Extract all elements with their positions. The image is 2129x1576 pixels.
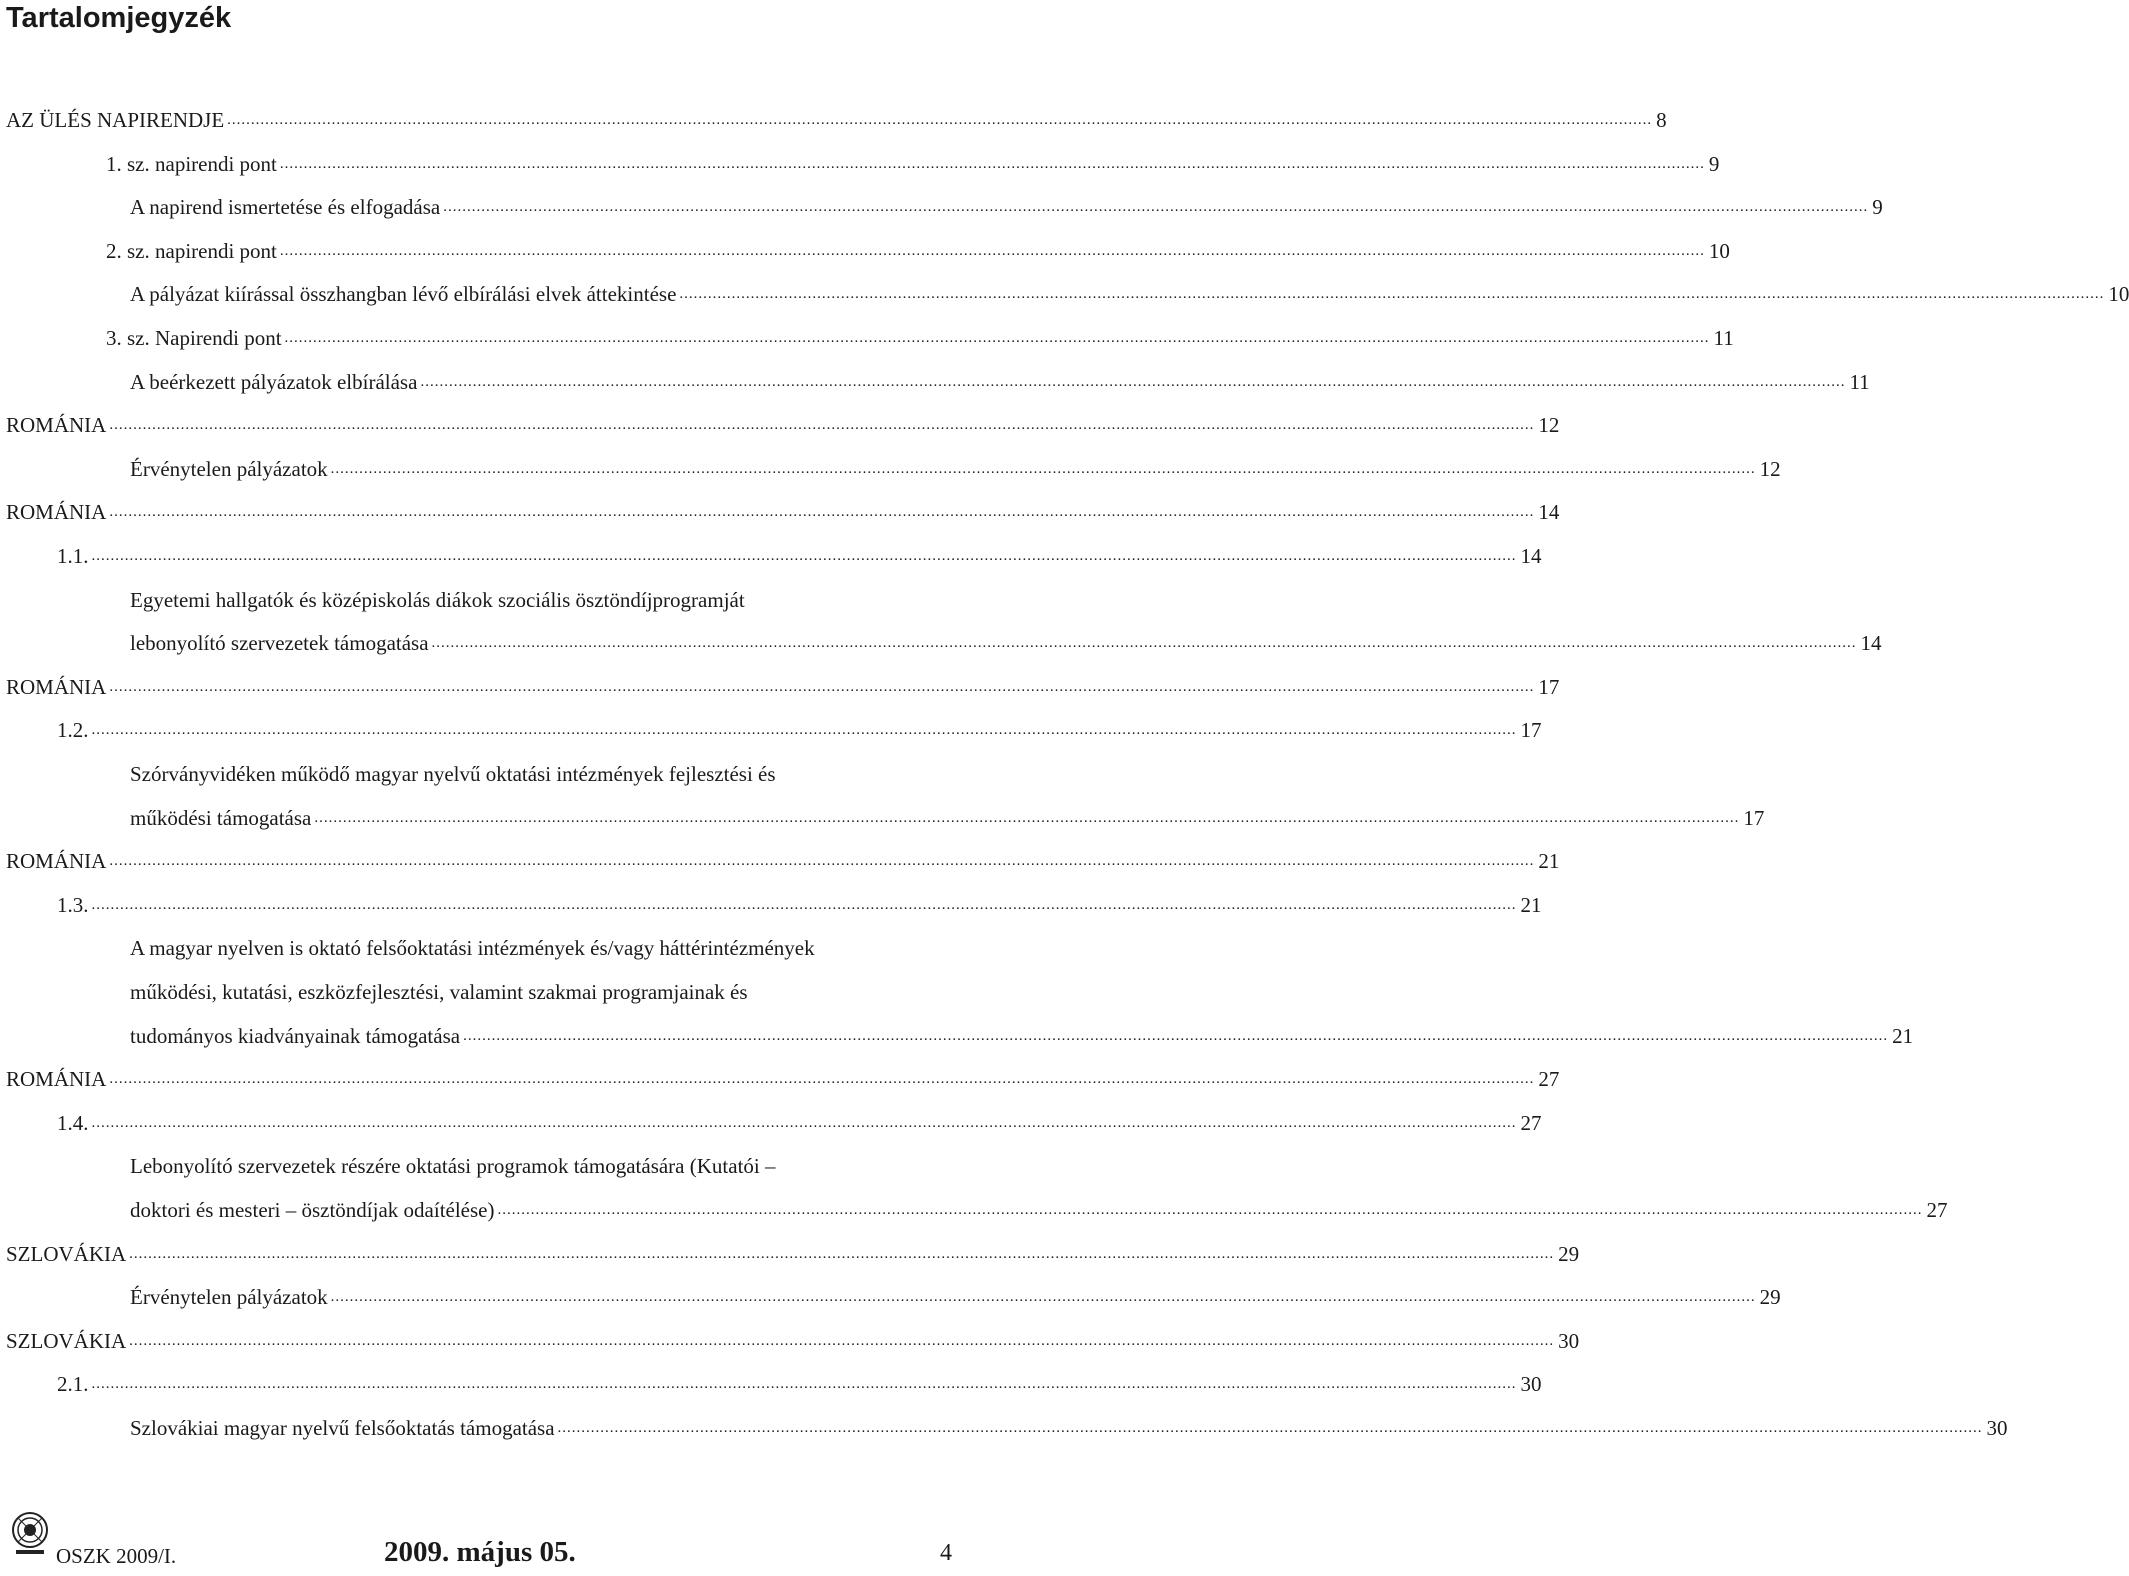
toc-page-number: 30 <box>1986 1416 2008 1440</box>
dot-leader: ............................................................................................................................................................................................................................................................................................................ <box>227 112 1653 128</box>
toc-entry-line: működési, kutatási, eszközfejlesztési, valamint szakmai programjainak és <box>130 980 748 1004</box>
toc-entry-title: 1.4. <box>57 1110 89 1135</box>
dot-leader: ............................................................................................................................................................................................................................................................................................................ <box>129 1332 1555 1349</box>
toc-entry-title: tudományos kiadványainak támogatása <box>130 1023 461 1048</box>
footer-date: 2009. május 05. <box>384 1536 576 1568</box>
toc-entry[interactable] <box>0 830 1560 874</box>
toc-entry[interactable] <box>0 699 1542 743</box>
toc-page-number: 30 <box>1558 1328 1580 1353</box>
dot-leader: ............................................................................................................................................................................................................................................................................................................ <box>109 417 1535 434</box>
toc-entry-title: A pályázat kiírással összhangban lévő elbírálási elvek áttekintése <box>130 282 677 307</box>
toc-entry[interactable] <box>0 1397 2008 1441</box>
toc-entry-title: 2. sz. napirendi pont <box>106 238 277 263</box>
footer-source: OSZK 2009/I. <box>56 1544 177 1568</box>
toc-entry-title: ROMÁNIA <box>6 500 107 525</box>
dot-leader: ............................................................................................................................................................................................................................................................................................................ <box>431 635 1857 652</box>
toc-entry-title: 2.1. <box>57 1372 89 1397</box>
dot-leader: ............................................................................................................................................................................................................................................................................................................ <box>420 373 1846 390</box>
dot-leader: ............................................................................................................................................................................................................................................................................................................ <box>330 460 1756 477</box>
toc-entry[interactable] <box>0 351 1870 395</box>
toc-entry-title: Érvénytelen pályázatok <box>130 1285 328 1310</box>
toc-page-number: 17 <box>1743 805 1765 830</box>
dot-leader: ............................................................................................................................................................................................................................................................................................................ <box>557 1420 1983 1436</box>
toc-page-number: 21 <box>1520 892 1542 917</box>
page-title: Tartalomjegyzék <box>6 2 232 34</box>
toc-page-number: 27 <box>1520 1110 1542 1135</box>
toc-entry[interactable] <box>0 481 1560 525</box>
toc-page-number: 29 <box>1558 1241 1580 1266</box>
toc-entry-title: lebonyolító szervezetek támogatása <box>130 631 429 656</box>
toc-entry[interactable] <box>0 1310 1580 1354</box>
dot-leader: ............................................................................................................................................................................................................................................................................................................ <box>443 199 1869 216</box>
toc-entry[interactable] <box>0 220 1730 264</box>
dot-leader: ............................................................................................................................................................................................................................................................................................................ <box>91 896 1517 913</box>
toc-entry-title: 1.1. <box>57 544 89 568</box>
toc-page-number: 14 <box>1860 631 1882 656</box>
toc-entry[interactable] <box>0 307 1734 351</box>
dot-leader: ............................................................................................................................................................................................................................................................................................................ <box>129 1245 1555 1262</box>
toc-entry[interactable] <box>0 176 1883 220</box>
toc-page-number: 10 <box>2108 282 2129 307</box>
toc-entry-line: A magyar nyelven is oktató felsőoktatási intézmények és/vagy háttérintézmények <box>130 936 815 961</box>
dot-leader: ............................................................................................................................................................................................................................................................................................................ <box>91 1376 1517 1393</box>
toc-page-number: 27 <box>1538 1067 1560 1092</box>
toc-entry[interactable] <box>0 133 1720 177</box>
toc-page-number: 10 <box>1708 238 1730 263</box>
toc-entry[interactable] <box>0 438 1781 482</box>
toc-entry[interactable] <box>0 1223 1580 1267</box>
dot-leader: ............................................................................................................................................................................................................................................................................................................ <box>109 853 1535 870</box>
dot-leader: ............................................................................................................................................................................................................................................................................................................ <box>679 286 2105 303</box>
toc-entry-title: 3. sz. Napirendi pont <box>106 326 282 350</box>
toc-entry-title: ROMÁNIA <box>6 413 107 438</box>
toc-entry-title: ROMÁNIA <box>6 849 107 874</box>
toc-page-number: 17 <box>1520 718 1542 743</box>
toc-entry-title: Szlovákiai magyar nyelvű felsőoktatás támogatása <box>130 1416 555 1440</box>
dot-leader: ............................................................................................................................................................................................................................................................................................................ <box>109 678 1535 695</box>
toc-page-number: 27 <box>1926 1198 1948 1222</box>
toc-entry[interactable] <box>0 1005 1914 1049</box>
toc-entry[interactable] <box>0 1179 1948 1223</box>
toc-entry-title: 1.3. <box>57 892 89 917</box>
toc-entry-title: működési támogatása <box>130 805 312 830</box>
footer-page-number: 4 <box>940 1540 952 1566</box>
toc-page-number: 8 <box>1656 108 1667 132</box>
toc-entry[interactable] <box>0 787 1765 831</box>
toc-entry[interactable] <box>0 525 1542 569</box>
toc-page-number: 21 <box>1892 1023 1914 1048</box>
toc-entry[interactable] <box>0 874 1542 918</box>
toc-entry[interactable] <box>0 612 1882 656</box>
toc-entry-title: A napirend ismertetése és elfogadása <box>130 195 441 220</box>
toc-entry-title: ROMÁNIA <box>6 1067 107 1092</box>
dot-leader: ............................................................................................................................................................................................................................................................................................................ <box>91 548 1517 564</box>
toc-entry[interactable] <box>0 1048 1560 1092</box>
page-footer <box>0 1500 960 1576</box>
toc-entry[interactable] <box>0 89 1667 133</box>
dot-leader: ............................................................................................................................................................................................................................................................................................................ <box>109 1071 1535 1088</box>
toc-entry-title: AZ ÜLÉS NAPIRENDJE <box>6 108 225 132</box>
toc-entry-title: ROMÁNIA <box>6 674 107 699</box>
toc-page-number: 12 <box>1538 413 1560 438</box>
toc-page-number: 11 <box>1849 369 1870 394</box>
toc-page-number: 14 <box>1538 500 1560 525</box>
dot-leader: ............................................................................................................................................................................................................................................................................................................ <box>463 1027 1889 1044</box>
toc-entry-title: Érvénytelen pályázatok <box>130 456 328 481</box>
toc-page-number: 11 <box>1713 326 1734 350</box>
toc-entry-title: SZLOVÁKIA <box>6 1328 127 1353</box>
dot-leader: ............................................................................................................................................................................................................................................................................................................ <box>279 155 1705 172</box>
toc-entry[interactable] <box>0 263 2129 307</box>
toc-page-number: 30 <box>1520 1372 1542 1397</box>
dot-leader: ............................................................................................................................................................................................................................................................................................................ <box>109 504 1535 521</box>
toc-entry[interactable] <box>0 1353 1542 1397</box>
toc-entry-title: doktori és mesteri – ösztöndíjak odaítélése) <box>130 1198 495 1222</box>
toc-entry[interactable] <box>0 394 1560 438</box>
toc-page-number: 21 <box>1538 849 1560 874</box>
dot-leader: ............................................................................................................................................................................................................................................................................................................ <box>91 1114 1517 1131</box>
dot-leader: ............................................................................................................................................................................................................................................................................................................ <box>314 809 1740 826</box>
dot-leader: ............................................................................................................................................................................................................................................................................................................ <box>91 722 1517 739</box>
toc-entry-title: 1. sz. napirendi pont <box>106 151 277 176</box>
toc-page-number: 9 <box>1708 151 1720 176</box>
toc-entry[interactable] <box>0 1092 1542 1136</box>
dot-leader: ............................................................................................................................................................................................................................................................................................................ <box>279 242 1705 259</box>
toc-entry-title: A beérkezett pályázatok elbírálása <box>130 369 418 394</box>
toc-entry-line: Egyetemi hallgatók és középiskolás diákok szociális ösztöndíjprogramját <box>130 587 745 612</box>
toc-entry[interactable] <box>0 656 1560 700</box>
seal-icon <box>10 1508 50 1558</box>
toc-page-number: 17 <box>1538 674 1560 699</box>
dot-leader: ............................................................................................................................................................................................................................................................................................................ <box>497 1202 1923 1218</box>
toc-entry-line: Szórványvidéken működő magyar nyelvű oktatási intézmények fejlesztési és <box>130 762 776 786</box>
toc-page-number: 29 <box>1759 1285 1781 1310</box>
toc-entry[interactable] <box>0 1266 1781 1310</box>
toc-page-number: 12 <box>1759 456 1781 481</box>
dot-leader: ............................................................................................................................................................................................................................................................................................................ <box>284 330 1710 346</box>
toc-entry-line: Lebonyolító szervezetek részére oktatási programok támogatására (Kutatói – <box>130 1154 776 1179</box>
toc-page-number: 9 <box>1872 195 1883 220</box>
toc-page-number: 14 <box>1520 544 1542 568</box>
toc-entry-title: SZLOVÁKIA <box>6 1241 127 1266</box>
dot-leader: ............................................................................................................................................................................................................................................................................................................ <box>330 1289 1756 1306</box>
toc-entry-title: 1.2. <box>57 718 89 743</box>
